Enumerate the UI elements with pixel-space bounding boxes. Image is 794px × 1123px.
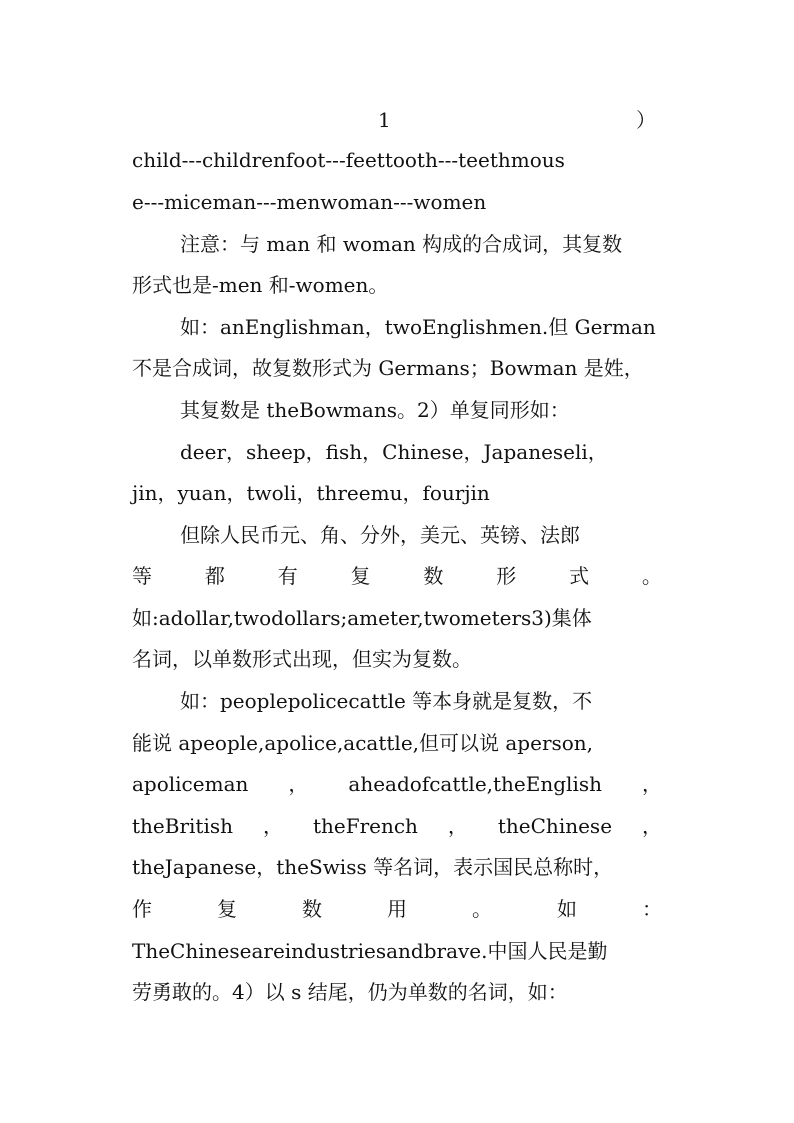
word: ， — [642, 772, 662, 796]
word: ， — [262, 814, 283, 838]
text-line-8: deer，sheep，fish，Chinese，Japaneseli， — [180, 440, 608, 464]
text-line-4: 形式也是-men 和-women。 — [132, 273, 389, 297]
word: 用 — [387, 897, 407, 921]
word: 。 — [641, 564, 662, 588]
text-line-5: 如：anEnglishman，twoEnglishmen.但 German — [180, 315, 656, 339]
text-line-15: 能说 apeople,apolice,acattle,但可以说 aperson, — [132, 731, 594, 755]
word: 式 — [569, 564, 590, 588]
word: aheadofcattle,theEnglish — [348, 772, 602, 796]
text-line-2: e---miceman---menwoman---women — [132, 190, 487, 214]
word: 等 — [132, 564, 152, 588]
text-line-21: 劳勇敢的。4）以 s 结尾，仍为单数的名词，如： — [132, 980, 568, 1004]
text-line-6: 不是合成词，故复数形式为 Germans；Bowman 是姓， — [132, 356, 644, 380]
word: 复 — [350, 564, 371, 588]
text-line-7: 其复数是 theBowmans。2）单复同形如： — [180, 398, 570, 422]
word: apoliceman — [132, 772, 249, 796]
text-line-12: 如:adollar,twodollars;ameter,twometers3)集体 — [132, 606, 592, 630]
text-line-16 — [132, 770, 662, 798]
text-line-14: 如：peoplepolicecattle 等本身就是复数，不 — [180, 689, 593, 713]
text-line-17 — [132, 812, 662, 840]
text-line-19 — [132, 895, 662, 923]
text-line-9: jin，yuan，twoli，threemu，fourjin — [132, 481, 490, 505]
word: theFrench — [312, 814, 418, 838]
word: 如 — [557, 897, 577, 921]
word: 数 — [302, 897, 322, 921]
word: 数 — [423, 564, 444, 588]
text-line-11 — [132, 562, 662, 590]
word: 。 — [472, 897, 492, 921]
word: ， — [288, 772, 309, 796]
word: 都 — [204, 564, 225, 588]
word: ： — [642, 897, 662, 921]
text-line-20: TheChineseareindustriesandbrave.中国人民是勤 — [132, 939, 608, 963]
text-line-3: 注意：与 man 和 woman 构成的合成词，其复数 — [180, 232, 623, 256]
text-line-10: 但除人民币元、角、分外，美元、英镑、法郎 — [180, 523, 580, 547]
text-line-1: child---childrenfoot---feettooth---teethmous — [132, 148, 565, 172]
word: 形 — [496, 564, 517, 588]
text-line-13: 名词，以单数形式出现，但实为复数。 — [132, 647, 472, 671]
word: 有 — [277, 564, 298, 588]
word: ， — [642, 814, 662, 838]
section-number: 1 — [378, 108, 391, 132]
word: ， — [447, 814, 468, 838]
word: theChinese — [497, 814, 613, 838]
word: 作 — [132, 897, 152, 921]
text-line-18: theJapanese，theSwiss 等名词，表示国民总称时， — [132, 855, 614, 879]
section-closing-paren: ） — [636, 108, 656, 132]
word: theBritish — [132, 814, 233, 838]
word: 复 — [217, 897, 237, 921]
